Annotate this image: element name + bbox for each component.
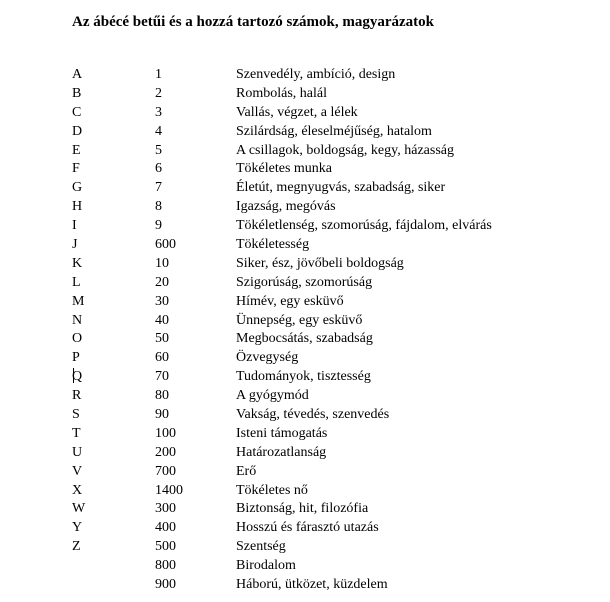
row-meaning: Isteni támogatás <box>236 425 328 441</box>
row-meaning: Tudományok, tisztesség <box>236 369 371 385</box>
row-letter: Z <box>72 539 81 555</box>
row-number: 9 <box>155 218 162 234</box>
row-number: 4 <box>155 123 162 139</box>
row-number: 3 <box>155 104 162 120</box>
row-meaning: A gyógymód <box>236 388 309 404</box>
row-number: 20 <box>155 274 169 290</box>
row-number: 600 <box>155 237 176 253</box>
row-number: 400 <box>155 520 176 536</box>
table-row <box>0 482 610 501</box>
row-letter: H <box>72 199 83 215</box>
row-number: 1400 <box>155 482 183 498</box>
table-row <box>0 387 610 406</box>
table-row <box>0 557 610 576</box>
row-meaning: Özvegység <box>236 350 299 366</box>
row-meaning: Megbocsátás, szabadság <box>236 331 373 347</box>
table-row <box>0 255 610 274</box>
table-row <box>0 179 610 198</box>
row-letter: A <box>72 67 83 82</box>
row-letter: E <box>72 142 81 158</box>
table-row <box>0 330 610 349</box>
row-meaning: Hosszú és fárasztó utazás <box>236 520 379 536</box>
row-meaning: Háború, ütközet, küzdelem <box>236 577 388 593</box>
table-row <box>0 293 610 312</box>
table-row <box>0 85 610 104</box>
row-letter: W <box>72 501 86 517</box>
table-row <box>0 500 610 519</box>
row-letter: O <box>72 331 83 347</box>
row-number: 700 <box>155 463 176 479</box>
row-letter: T <box>72 425 81 441</box>
row-letter: D <box>72 123 83 139</box>
row-letter: I <box>72 218 77 234</box>
table-row <box>0 104 610 123</box>
row-meaning: Erő <box>236 463 257 479</box>
row-number: 5 <box>155 142 162 158</box>
row-number: 50 <box>155 331 169 347</box>
table-row <box>0 274 610 293</box>
table-row <box>0 312 610 331</box>
table-row <box>0 217 610 236</box>
row-number: 90 <box>155 407 169 423</box>
row-number: 300 <box>155 501 176 517</box>
table-row <box>0 463 610 482</box>
row-number: 800 <box>155 558 176 574</box>
row-letter: X <box>72 482 83 498</box>
table-row <box>0 160 610 179</box>
table-row <box>0 406 610 425</box>
row-number: 7 <box>155 180 162 196</box>
row-letter: N <box>72 312 83 328</box>
table-row <box>0 123 610 142</box>
row-letter: Y <box>72 520 83 536</box>
row-letter: U <box>72 444 83 460</box>
row-meaning: Tökéletlenség, szomorúság, fájdalom, elvárás <box>236 218 492 234</box>
table-row <box>0 425 610 444</box>
row-letter: B <box>72 85 82 101</box>
row-meaning: Tökéletes munka <box>236 161 333 177</box>
table-row <box>0 519 610 538</box>
table-row <box>0 236 610 255</box>
table-row <box>0 198 610 217</box>
row-meaning: Szigorúság, szomorúság <box>236 274 373 290</box>
row-letter: P <box>72 350 80 366</box>
row-number: 80 <box>155 388 169 404</box>
row-letter: V <box>72 463 83 479</box>
row-letter: R <box>72 388 82 404</box>
row-number: 2 <box>155 85 162 101</box>
row-meaning: Tökéletesség <box>236 237 310 253</box>
row-number: 60 <box>155 350 169 366</box>
row-number: 500 <box>155 539 176 555</box>
row-meaning: Biztonság, hit, filozófia <box>236 501 369 517</box>
row-number: 10 <box>155 255 169 271</box>
row-meaning: Szentség <box>236 539 286 555</box>
row-meaning: A csillagok, boldogság, kegy, házasság <box>236 142 454 158</box>
alphabet-number-table <box>0 66 610 595</box>
table-row <box>0 576 610 595</box>
row-number: 200 <box>155 444 176 460</box>
table-row <box>0 142 610 161</box>
table-row <box>0 368 610 387</box>
row-meaning: Rombolás, halál <box>236 85 327 101</box>
row-meaning: Szenvedély, ambíció, design <box>236 67 396 82</box>
row-letter-with-cursor[interactable] <box>72 368 83 388</box>
row-letter: S <box>72 407 80 423</box>
document-title: Az ábécé betűi és a hozzá tartozó számok, magyarázatok <box>72 14 434 30</box>
row-meaning: Igazság, megóvás <box>236 199 336 215</box>
row-letter: J <box>72 237 78 253</box>
row-letter: C <box>72 104 82 120</box>
row-letter: K <box>72 255 83 271</box>
row-letter: Q <box>72 369 83 385</box>
row-letter: G <box>72 180 83 196</box>
row-meaning: Siker, ész, jövőbeli boldogság <box>236 255 404 271</box>
row-meaning: Életút, megnyugvás, szabadság, siker <box>236 180 446 196</box>
row-number: 8 <box>155 199 162 215</box>
table-row <box>0 444 610 463</box>
row-number: 6 <box>155 161 162 177</box>
row-number: 900 <box>155 577 176 593</box>
row-letter: F <box>72 161 80 177</box>
row-number: 100 <box>155 425 176 441</box>
row-meaning: Határozatlanság <box>236 444 327 460</box>
row-number: 70 <box>155 369 169 385</box>
row-meaning: Vakság, tévedés, szenvedés <box>236 407 390 423</box>
row-number: 30 <box>155 293 169 309</box>
row-meaning: Tökéletes nő <box>236 482 308 498</box>
row-meaning: Birodalom <box>236 558 296 574</box>
table-row <box>0 349 610 368</box>
row-letter: L <box>72 274 81 290</box>
table-row <box>0 538 610 557</box>
row-meaning: Ünnepség, egy esküvő <box>236 312 363 328</box>
row-number: 40 <box>155 312 169 328</box>
row-meaning: Szilárdság, éleselméjűség, hatalom <box>236 123 432 139</box>
table-row <box>0 66 610 85</box>
row-meaning: Hímév, egy esküvő <box>236 293 344 309</box>
row-letter: M <box>72 293 85 309</box>
row-number: 1 <box>155 67 162 82</box>
row-meaning: Vallás, végzet, a lélek <box>236 104 358 120</box>
